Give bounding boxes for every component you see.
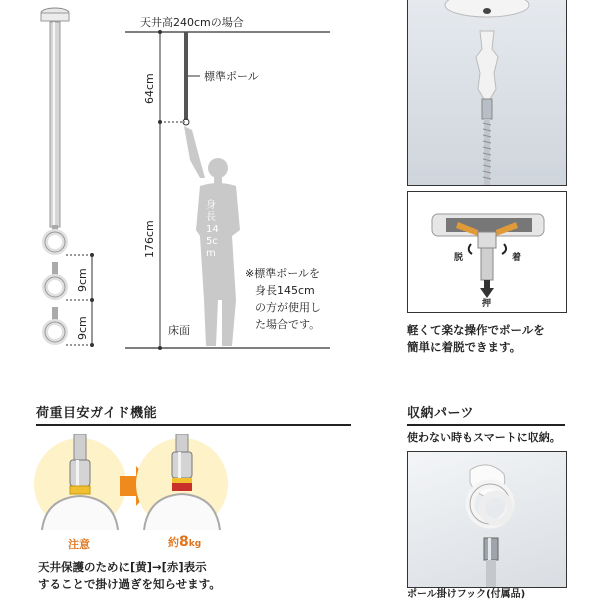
dim-176-label: 176cm — [143, 220, 156, 258]
note-line: ※標準ポールを — [245, 267, 320, 280]
desc-line: することで掛け過ぎを知らせます。 — [38, 577, 221, 591]
ceiling-fixture-photo — [407, 0, 567, 186]
push-label: 押 — [482, 299, 492, 309]
weight-label — [168, 534, 201, 550]
note-line: た場合です。 — [255, 318, 321, 331]
weight-unit: kg — [188, 539, 202, 549]
detach-label: 脱 — [454, 253, 464, 263]
storage-hook-photo — [407, 451, 567, 588]
storage-title: 収納パーツ — [407, 406, 474, 421]
dim-9cm-lower-label: 9cm — [76, 316, 89, 340]
load-guide-description — [38, 559, 221, 593]
yellow-indicator — [70, 486, 90, 494]
weight-prefix: 約 — [168, 536, 179, 549]
person-height-label: 身長145cm — [206, 200, 219, 259]
note-line: 身長145cm — [255, 284, 315, 297]
caution-label: 注意 — [68, 538, 90, 551]
section-divider — [36, 424, 351, 426]
caption-line: 軽くて楽な操作でポールを — [407, 323, 545, 337]
diagram-svg — [0, 0, 400, 360]
storage-caption: ポール掛けフック(付属品) — [407, 589, 526, 600]
standard-pole — [184, 32, 188, 120]
attach-detach-diagram — [407, 191, 567, 313]
section-divider — [407, 424, 565, 426]
load-guide-title: 荷重目安ガイド機能 — [36, 406, 158, 421]
ceiling-height-label: 天井高240cmの場合 — [140, 16, 244, 29]
standard-pole-label: 標準ポール — [204, 70, 259, 83]
attach-label: 着 — [512, 253, 522, 263]
caption-line: 簡単に着脱できます。 — [407, 340, 522, 354]
floor-label: 床面 — [168, 324, 190, 337]
dim-64-label: 64cm — [143, 73, 156, 104]
usage-note — [245, 265, 321, 333]
storage-subtitle: 使わない時もスマートに収納。 — [407, 431, 561, 444]
desc-line: 天井保護のために[黄]→[赤]表示 — [38, 560, 207, 574]
attach-caption — [407, 322, 545, 356]
weight-number: 8 — [179, 534, 189, 550]
red-indicator — [172, 483, 192, 491]
dim-9cm-upper-label: 9cm — [76, 268, 89, 292]
note-line: の方が使用し — [255, 301, 321, 314]
